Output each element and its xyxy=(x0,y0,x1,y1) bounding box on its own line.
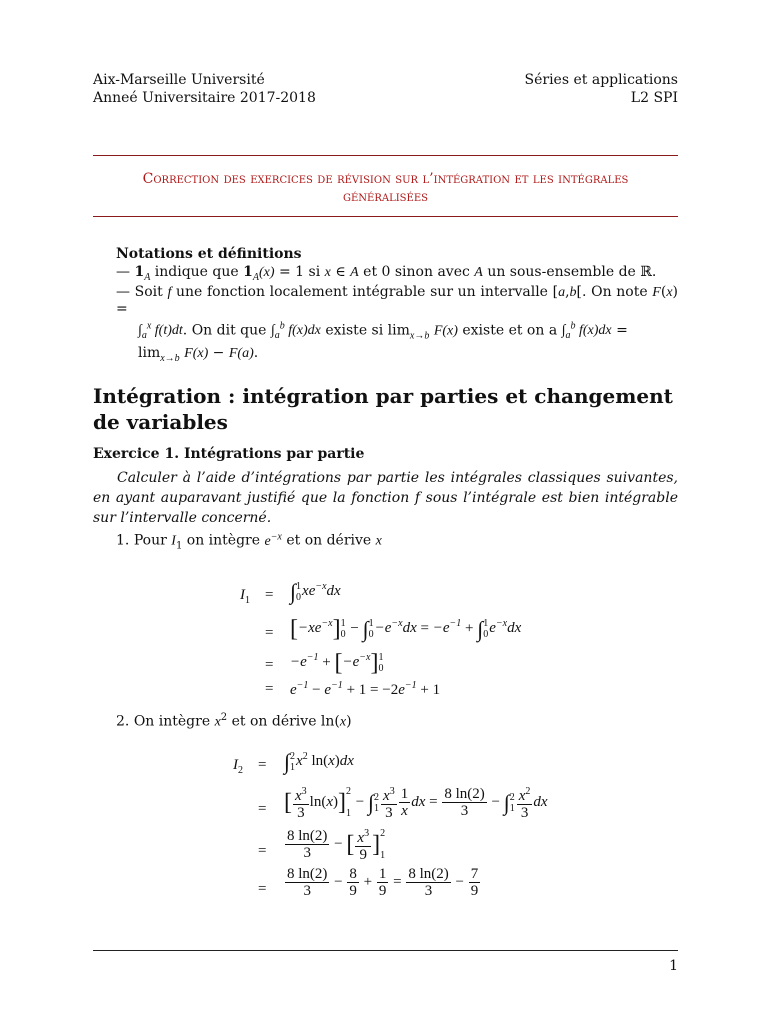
title-rule-bottom xyxy=(93,216,678,217)
eq-i2-line2: [ $\frac{x^3}{3}$ ln(x)]2 1 − ∫2 1 $\frac{x^3}{3}$ $\frac{1}{x}$ dx = $\frac{8 \ln(2)}{3}$ − ∫2 1 $\frac{x^2}{3}$ dx xyxy=(284,786,548,821)
course-name: Séries et applications xyxy=(524,72,678,88)
header-right xyxy=(525,72,678,107)
exercise-1-item-1: 1. Pour $I_1$ on intègre $e^{-x}$ et on dérive x xyxy=(116,531,382,552)
eq-i1-line1: ∫1 $0xe^{-x}dx$ xyxy=(290,579,341,604)
document-title: Correction des exercices de révision sur l’intégration et les intégrales généralisées xyxy=(142,171,629,205)
notations-block xyxy=(116,246,678,365)
eq-i1-lhs: $I_1$ xyxy=(240,587,250,606)
notation-item-1: — $1_A$ indique que $1_A(x) = 1$ si x ∈ A et 0 sinon avec A un sous-ensemble de ℝ. xyxy=(116,263,657,283)
section-heading: Intégration : intégration par parties et changement de variables xyxy=(93,384,673,434)
page-number: 1 xyxy=(669,958,678,974)
exercise-1-item-2: 2. On intègre $x^2$ et on dérive ln(x) xyxy=(116,712,352,730)
academic-year: Anneé Universitaire 2017-2018 xyxy=(93,89,316,106)
title-rule-top xyxy=(93,155,678,156)
exercise-1-heading: Exercice 1. Intégrations par partie xyxy=(93,446,365,462)
eq-i2-lhs: $I_2$ xyxy=(233,757,243,776)
notations-heading: Notations et définitions xyxy=(116,246,302,262)
footer-rule xyxy=(93,950,678,951)
eq-i2-line3: $\frac{8 \ln(2)}{3}$ − [ $\frac{x^3}{9}$ ]2 1 xyxy=(287,828,386,863)
eq-i1-line4: $e^{-1} - e^{-1} + 1 = -2e^{-1} + 1$ xyxy=(290,680,441,698)
eq-i2-line4: $\frac{8 \ln(2)}{3}$ − $\frac{8}{9}$ + $\frac{1}{9}$ = $\frac{8 \ln(2)}{3}$ − $\frac{7}{9}$ xyxy=(287,866,479,899)
notation-item-2-end: $\lim_{x\to b} F(x) - F(a)$. xyxy=(138,344,259,364)
header-left xyxy=(93,72,316,107)
course-level: L2 SPI xyxy=(630,89,678,106)
notation-item-2: — Soit f une fonction localement intégrable sur un intervalle [a,b[. On note F(x) = xyxy=(116,283,678,318)
eq-i1-line3: $-e^{-1} + [-e^{-x}]1$ 0 xyxy=(290,650,384,676)
notation-item-2-cont: $\int_a^x$ f(t)dt. On dit que $\int_a^b$ f(x)dx existe si $\lim_{x\to b} F(x)$ existe et on a $\int_a^b$ f(x)dx = xyxy=(138,320,628,342)
eq-i1-line2: $[-xe^{-x}]1$ 0 − ∫1 $0-e^{-x}dx = -e^{-1} + \int 1$ $0e^{-x}dx$ xyxy=(290,616,522,642)
university-name: Aix-Marseille Université xyxy=(93,72,265,88)
eq-i2-line1: ∫2 $1x^2$ ln(x)dx xyxy=(284,749,354,774)
exercise-1-statement: Calculer à l’aide d’intégrations par partie les intégrales classiques suivantes, en ayant auparavant justifié que la fonction f sous l’intégrale est bien intégrable sur l’intervalle concerné. xyxy=(93,470,678,526)
